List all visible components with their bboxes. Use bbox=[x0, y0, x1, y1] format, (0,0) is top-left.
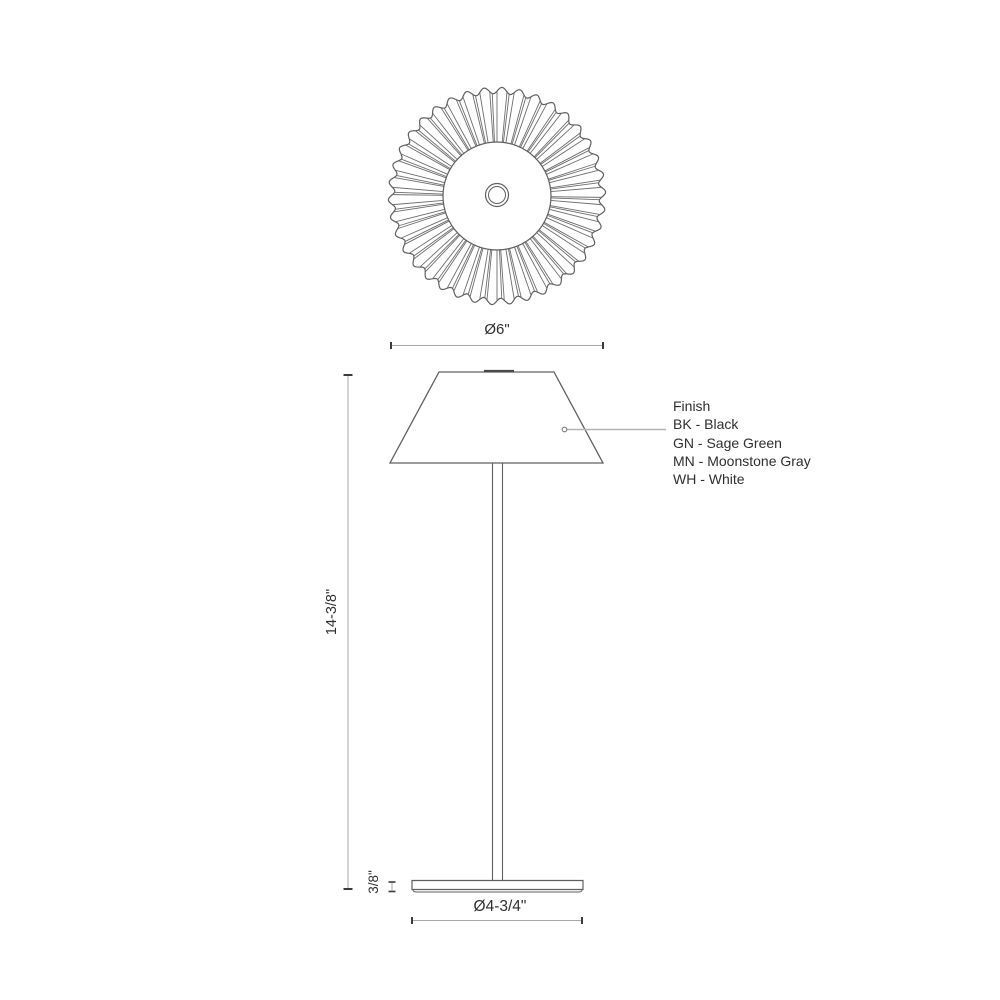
shade-top-view bbox=[388, 88, 605, 305]
lamp-side-elevation bbox=[390, 371, 603, 892]
finish-option-wh: WH - White bbox=[673, 471, 745, 488]
finish-option-mn: MN - Moonstone Gray bbox=[673, 452, 811, 469]
base-diameter-label: Ø4-3/4" bbox=[473, 898, 527, 915]
shade-diameter-label: Ø6" bbox=[484, 321, 510, 338]
finish-option-gn: GN - Sage Green bbox=[673, 434, 782, 451]
base-thickness-label: 3/8" bbox=[366, 870, 381, 894]
finish-option-bk: BK - Black bbox=[673, 416, 739, 433]
finish-legend bbox=[673, 397, 811, 488]
finish-leader-line bbox=[562, 427, 666, 432]
finish-legend-title: Finish bbox=[673, 398, 711, 414]
overall-height-label: 14-3/8" bbox=[324, 588, 340, 636]
